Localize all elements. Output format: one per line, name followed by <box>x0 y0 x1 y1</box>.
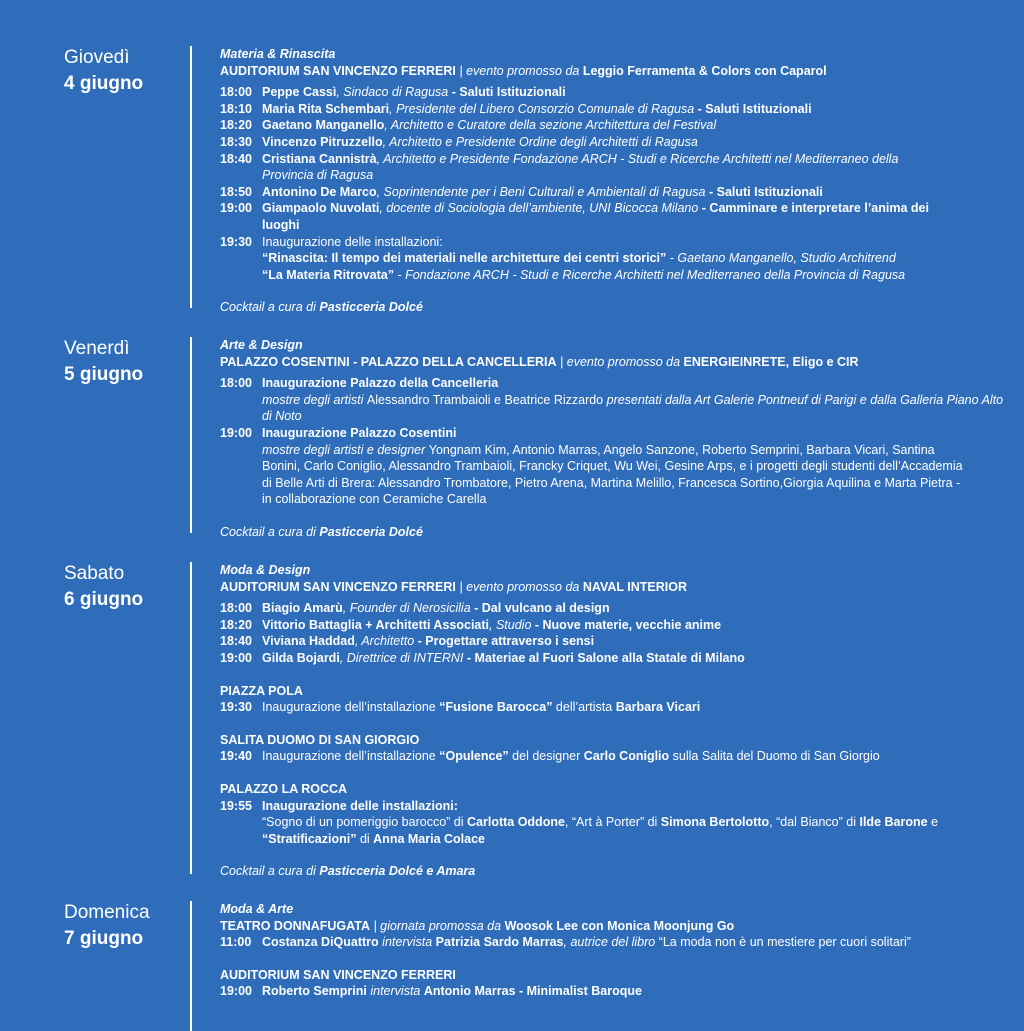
speaker-name: Biagio Amarù <box>262 601 343 616</box>
event-time: 18:40 <box>220 151 252 166</box>
event-time: 11:00 <box>220 935 252 950</box>
venue-name: AUDITORIUM SAN VINCENZO FERRERI <box>220 579 456 594</box>
talk-topic: - Minimalist Baroque <box>515 984 642 999</box>
event-time: 18:50 <box>220 184 252 199</box>
venue-name: TEATRO DONNAFUGATA <box>220 918 370 933</box>
speaker-role: , Direttrice di INTERNI <box>339 650 464 665</box>
cocktail-prefix: Cocktail a cura di <box>220 300 320 315</box>
event-title: Inaugurazione Palazzo della Cancelleria <box>262 376 499 391</box>
venue-name: SALITA DUOMO DI SAN GIORGIO <box>220 732 420 747</box>
speaker-name: Antonino De Marco <box>262 184 377 199</box>
event-row <box>220 633 1010 650</box>
day-date: 7 giugno <box>64 928 144 949</box>
cocktail-note <box>220 299 1010 316</box>
day-program <box>220 46 1010 316</box>
speaker-name: Giampaolo Nuvolati <box>262 201 380 216</box>
event-row <box>220 748 1010 765</box>
event-row <box>220 934 1010 951</box>
sponsor-name: NAVAL INTERIOR <box>582 579 687 594</box>
sponsor-name: Woosok Lee con Monica Moonjung Go <box>504 918 735 933</box>
event-row <box>220 425 1010 508</box>
event-time: 19:00 <box>220 201 252 216</box>
event-desc: dell’artista <box>552 700 616 715</box>
event-desc: intervista <box>366 984 424 999</box>
cocktail-provider: Pasticceria Dolcé <box>319 300 423 315</box>
venue-line <box>220 918 1010 935</box>
conjunction: di <box>842 815 860 830</box>
day-program <box>220 562 1010 880</box>
installation-title: “Fusione Barocca” <box>439 700 553 715</box>
speaker-role: , Architetto e Curatore della sezione Architettura del Festival <box>384 118 717 133</box>
installation-title: “Opulence” <box>439 749 509 764</box>
sponsor-name: Leggio Ferramenta & Colors con Caparol <box>582 63 827 78</box>
installation-author: - Fondazione ARCH - Studi e Ricerche Architetti nel Mediterraneo della Provincia di Ragusa <box>393 267 906 282</box>
event-time: 19:40 <box>220 749 252 764</box>
cocktail-prefix: Cocktail a cura di <box>220 524 320 539</box>
event-title: Inaugurazione delle installazioni: <box>262 798 458 813</box>
day-name: Giovedì <box>64 47 130 68</box>
speaker-name: Gaetano Manganello <box>262 118 385 133</box>
event-row-inauguration <box>220 234 1010 284</box>
day-date: 5 giugno <box>64 364 144 385</box>
event-time: 18:20 <box>220 617 252 632</box>
divider-line <box>190 337 192 533</box>
conjunction: di <box>644 815 661 830</box>
installation-title: , “Art à Porter” <box>564 815 645 830</box>
speaker-role: , Architetto e Presidente Ordine degli Architetti di Ragusa <box>382 134 698 149</box>
venue-line <box>220 63 1010 80</box>
day-program <box>220 901 1010 1000</box>
talk-topic: - Camminare e interpretare l’anima dei luoghi <box>262 201 929 232</box>
venue-name: PALAZZO LA ROCCA <box>220 781 348 796</box>
cocktail-note <box>220 863 1010 880</box>
event-time: 18:00 <box>220 85 252 100</box>
event-row <box>220 101 1010 118</box>
talk-topic: - Dal vulcano al design <box>470 601 610 616</box>
installation-title: “Sogno di un pomeriggio barocco” <box>262 815 451 830</box>
event-row <box>220 650 1010 667</box>
day-date: 4 giugno <box>64 73 144 94</box>
event-time: 18:30 <box>220 134 252 149</box>
talk-topic: - Saluti Istituzionali <box>694 101 812 116</box>
speaker-name: Gilda Bojardi <box>262 650 340 665</box>
installation-title: “Stratificazioni” <box>262 831 357 846</box>
day-name: Domenica <box>64 902 150 923</box>
conjunction: e <box>927 815 938 830</box>
artist-name: Anna Maria Colace <box>373 831 485 846</box>
event-time: 18:00 <box>220 376 252 391</box>
event-row <box>220 617 1010 634</box>
promo-text: | evento promosso da <box>455 63 583 78</box>
event-row <box>220 151 1010 184</box>
event-row <box>220 699 1010 716</box>
conjunction: di <box>450 815 467 830</box>
artist-name: Carlo Coniglio <box>583 749 670 764</box>
event-row <box>220 600 1010 617</box>
artist-name: Alessandro Trambaioli <box>366 392 491 407</box>
installation-author: - Gaetano Manganello, Studio Architrend <box>666 251 896 266</box>
event-desc: mostre degli artisti <box>262 392 367 407</box>
talk-topic: - Nuove materie, vecchie anime <box>531 617 722 632</box>
speaker-role: , Founder di Nerosicilia <box>342 601 471 616</box>
event-time: 19:55 <box>220 798 252 813</box>
day-program <box>220 337 1010 541</box>
day-label <box>64 46 184 96</box>
installation-title: , “dal Bianco” <box>769 815 843 830</box>
guest-name: Patrizia Sardo Marras <box>435 935 564 950</box>
event-row <box>220 184 1010 201</box>
speaker-role: , docente di Sociologia dell’ambiente, UNI Bicocca Milano <box>379 201 699 216</box>
venue-name: AUDITORIUM SAN VINCENZO FERRERI <box>220 967 456 982</box>
talk-topic: - Saluti Istituzionali <box>448 85 566 100</box>
day-label <box>64 562 184 612</box>
promo-text: | giornata promossa da <box>369 918 505 933</box>
event-row <box>220 983 1010 1000</box>
speaker-name: Viviana Haddad <box>262 634 355 649</box>
artist-name: Simona Bertolotto <box>660 815 770 830</box>
speaker-name: Vittorio Battaglia + Architetti Associati <box>262 617 490 632</box>
sponsor-name: ENERGIEINRETE, Eligo e CIR <box>683 354 859 369</box>
event-desc: mostre degli artisti e designer <box>262 442 429 457</box>
venue-line <box>220 579 1010 596</box>
event-time: 19:00 <box>220 425 252 440</box>
guest-name: Antonio Marras <box>423 984 516 999</box>
event-desc: presentati dalla Art Galerie Pontneuf di Parigi e dalla Galleria Piano Alto di Noto <box>262 392 1004 424</box>
category-title: Moda & Arte <box>220 902 294 916</box>
event-row <box>220 200 1010 233</box>
speaker-role: , Presidente del Libero Consorzio Comunale di Ragusa <box>389 101 695 116</box>
talk-topic: - Materiae al Fuori Salone alla Statale di Milano <box>463 650 745 665</box>
speaker-role: , Studio <box>489 617 532 632</box>
event-title: Inaugurazione Palazzo Cosentini <box>262 425 457 440</box>
book-title: “La moda non è un mestiere per cuori solitari” <box>658 935 911 950</box>
event-time: 19:30 <box>220 700 252 715</box>
day-name: Sabato <box>64 563 125 584</box>
event-time: 18:40 <box>220 634 252 649</box>
conjunction: e <box>490 392 505 407</box>
cocktail-note <box>220 524 1010 541</box>
event-row <box>220 84 1010 101</box>
inauguration-intro: Inaugurazione delle installazioni: <box>262 234 443 249</box>
event-row <box>220 134 1010 151</box>
speaker-role: , Architetto e Presidente Fondazione ARCH - Studi e Ricerche Architetti nel Mediterraneo della Provincia di Ragusa <box>262 151 899 183</box>
venue-name: AUDITORIUM SAN VINCENZO FERRERI <box>220 63 456 78</box>
speaker-name: Roberto Semprini <box>262 984 367 999</box>
installation-title: “Rinascita: Il tempo dei materiali nelle architetture dei centri storici” <box>262 251 667 266</box>
venue-name: PIAZZA POLA <box>220 683 303 698</box>
venue-name: PALAZZO COSENTINI - PALAZZO DELLA CANCELLERIA <box>220 354 557 369</box>
promo-text: | evento promosso da <box>556 354 684 369</box>
divider-line <box>190 46 192 308</box>
speaker-name: Cristiana Cannistrà <box>262 151 377 166</box>
cocktail-provider: Pasticceria Dolcé e Amara <box>319 864 476 879</box>
day-label <box>64 337 184 387</box>
event-time: 19:00 <box>220 984 252 999</box>
conjunction: di <box>356 831 374 846</box>
artist-name: Ilde Barone <box>859 815 928 830</box>
event-desc: sulla Salita del Duomo di San Giorgio <box>669 749 880 764</box>
event-time: 18:20 <box>220 118 252 133</box>
speaker-name: Maria Rita Schembari <box>262 101 390 116</box>
day-label <box>64 901 184 951</box>
divider-line <box>190 901 192 1031</box>
category-title: Moda & Design <box>220 563 311 577</box>
event-time: 19:00 <box>220 650 252 665</box>
day-name: Venerdì <box>64 338 130 359</box>
speaker-name: Costanza DiQuattro <box>262 935 379 950</box>
cocktail-prefix: Cocktail a cura di <box>220 864 320 879</box>
category-title: Materia & Rinascita <box>220 47 336 61</box>
venue-line <box>220 354 1010 371</box>
event-desc: intervista <box>378 935 436 950</box>
day-date: 6 giugno <box>64 589 144 610</box>
talk-topic: - Progettare attraverso i sensi <box>414 634 595 649</box>
event-time: 18:10 <box>220 101 252 116</box>
artist-name: Barbara Vicari <box>615 700 701 715</box>
promo-text: | evento promosso da <box>455 579 583 594</box>
cocktail-provider: Pasticceria Dolcé <box>319 524 423 539</box>
speaker-name: Vincenzo Pitruzzello <box>262 134 383 149</box>
event-row <box>220 798 1010 848</box>
speaker-role: , Architetto <box>354 634 415 649</box>
speaker-role: , Sindaco di Ragusa <box>336 85 449 100</box>
event-desc: Inaugurazione dell’installazione <box>262 749 440 764</box>
divider-line <box>190 562 192 874</box>
artist-list: Yongnam Kim, Antonio Marras, Angelo Sanzone, Roberto Semprini, Barbara Vicari, Santina Bonini, Carlo Coniglio, Alessandro Trambaioli, Francky Criquet, Wu Wei, Gesine Arps, e i progetti degli studenti dell’Accademia di Belle Arti di Brera: Alessandro Trombatore, Pietro Arena, Martina Melillo, Francesca Sortino,Giorgia Aquilina e Marta Pietra - in collaborazione con Ceramiche Carella <box>262 442 963 507</box>
event-desc: del designer <box>508 749 584 764</box>
installation-title: “La Materia Ritrovata” <box>262 267 394 282</box>
event-desc: Inaugurazione dell’installazione <box>262 700 440 715</box>
event-row <box>220 375 1010 425</box>
guest-role: , autrice del libro <box>563 935 659 950</box>
event-time: 19:30 <box>220 234 252 249</box>
speaker-name: Peppe Cassì <box>262 85 337 100</box>
artist-name: Beatrice Rizzardo <box>504 392 604 407</box>
artist-name: Carlotta Oddone <box>467 815 565 830</box>
event-row <box>220 117 1010 134</box>
event-time: 18:00 <box>220 601 252 616</box>
talk-topic: - Saluti Istituzionali <box>705 184 823 199</box>
category-title: Arte & Design <box>220 338 303 352</box>
speaker-role: , Soprintendente per i Beni Culturali e Ambientali di Ragusa <box>376 184 706 199</box>
